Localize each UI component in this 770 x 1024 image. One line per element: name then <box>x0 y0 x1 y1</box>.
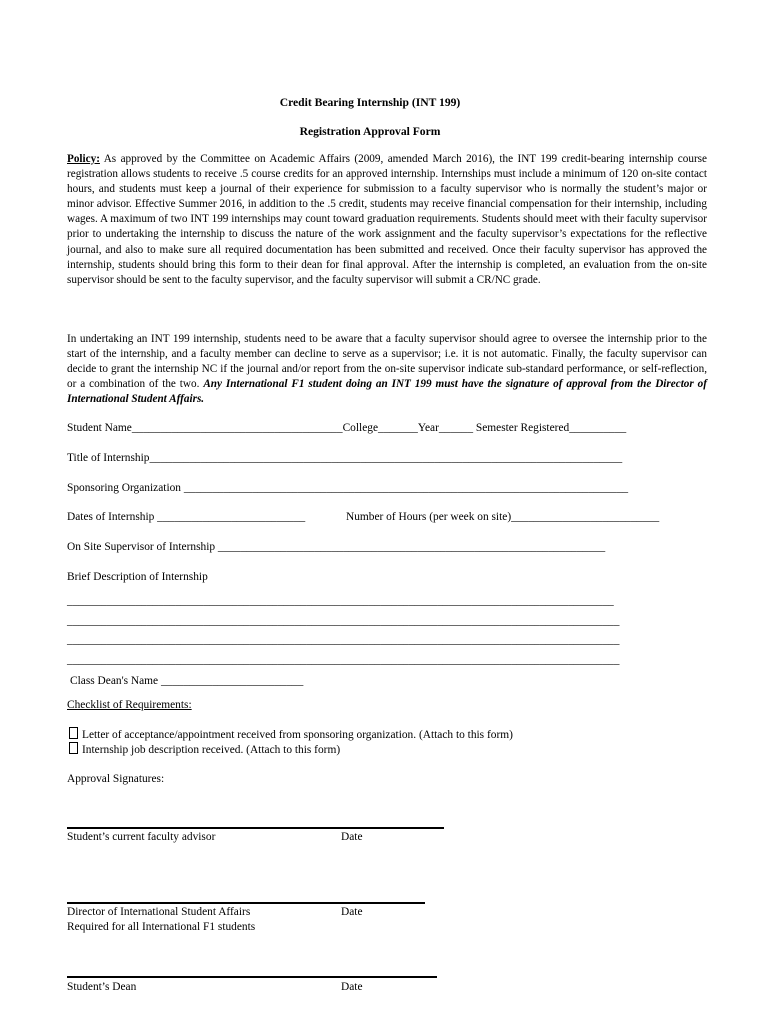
policy-text: As approved by the Committee on Academic Affairs (2009, amended March 2016), the INT 199 credit-bearing internship course registration allows students to receive .5 course credits for an approved internship. Internships must include a minimum of 120 on-site contact hours, and students must keep a journal of their experience for submission to a faculty supervisor who is normally the student’s major or minor advisor. Effective Summer 2016, in addition to the .5 credit, students may receive financial compensation for their internship, including wages. A maximum of two INT 199 internships may count toward graduation requirements. Students should meet with their faculty supervisor prior to undertaking the internship to discuss the nature of the work assignment and the faculty supervisor’s expectations for the reflective journal, and also to make sure all required documentation has been submitted and received. Once their faculty supervisor has approved the internship, students should bring this form to their dean for final approval. After the internship is completed, an evaluation from the on-site supervisor should be sent to the faculty supervisor, and the faculty supervisor will submit a CR/NC grade. <box>67 153 707 286</box>
f1-requirement-note: Any International F1 student doing an INT 199 must have the signature of approval from the Director of International Student Affairs. <box>67 378 707 406</box>
checklist-item <box>69 727 513 743</box>
internship-dates-field[interactable]: Dates of Internship __________________________ <box>67 511 306 523</box>
signature-note: Required for all International F1 students <box>67 921 256 933</box>
undertaking-text: In undertaking an INT 199 internship, students need to be aware that a faculty supervisor should agree to oversee the internship prior to the start of the internship, and a faculty member can decline to serve as a supervisor; i.e. it is not automatic. Finally, the faculty supervisor can decide to grant the internship NC if the journal and/or report from the on-site supervisor indicate sub-standard performance, or self-reflection, or a combination of the two. <box>67 333 707 391</box>
checkbox-icon[interactable] <box>69 742 78 754</box>
description-line[interactable]: ________________________________________________________________________________________________ <box>67 595 614 607</box>
form-title: Credit Bearing Internship (INT 199) <box>279 96 461 109</box>
dean-signature-line[interactable] <box>67 976 437 978</box>
checklist-item-label: Letter of acceptance/appointment received from sponsoring organization. (Attach to this form) <box>82 729 513 741</box>
description-line[interactable]: _________________________________________________________________________________________________ <box>67 634 620 646</box>
policy-paragraph <box>67 152 707 288</box>
checklist-item <box>69 742 340 758</box>
signature-role: Student’s current faculty advisor <box>67 831 216 843</box>
hours-per-week-field[interactable]: Number of Hours (per week on site)__________________________ <box>346 511 660 523</box>
signature-date-label: Date <box>341 831 363 843</box>
form-subtitle: Registration Approval Form <box>299 125 441 138</box>
checklist-item-label: Internship job description received. (Attach to this form) <box>82 744 341 756</box>
signature-date-label: Date <box>341 981 363 993</box>
director-signature-line[interactable] <box>67 902 425 904</box>
onsite-supervisor-field[interactable]: On Site Supervisor of Internship ____________________________________________________________________ <box>67 541 606 553</box>
description-line[interactable]: _________________________________________________________________________________________________ <box>67 615 620 627</box>
signature-role: Student’s Dean <box>67 981 137 993</box>
signature-date-label: Date <box>341 906 363 918</box>
sponsoring-organization-field[interactable]: Sponsoring Organization ______________________________________________________________________________ <box>67 482 629 494</box>
policy-label: Policy: <box>67 153 100 165</box>
student-name-field[interactable]: Student Name_____________________________________College_______Year______ Semester Registered__________ <box>67 422 627 434</box>
description-label: Brief Description of Internship <box>67 571 208 583</box>
checkbox-icon[interactable] <box>69 727 78 739</box>
internship-title-field[interactable]: Title of Internship___________________________________________________________________________________ <box>67 452 623 464</box>
description-line[interactable]: _________________________________________________________________________________________________ <box>67 654 620 666</box>
signature-role: Director of International Student Affairs <box>67 906 251 918</box>
class-dean-field[interactable]: Class Dean's Name _________________________ <box>70 675 304 687</box>
approval-heading: Approval Signatures: <box>67 773 165 785</box>
undertaking-paragraph <box>67 332 707 407</box>
checklist-heading: Checklist of Requirements: <box>67 699 192 711</box>
faculty-advisor-signature-line[interactable] <box>67 827 444 829</box>
